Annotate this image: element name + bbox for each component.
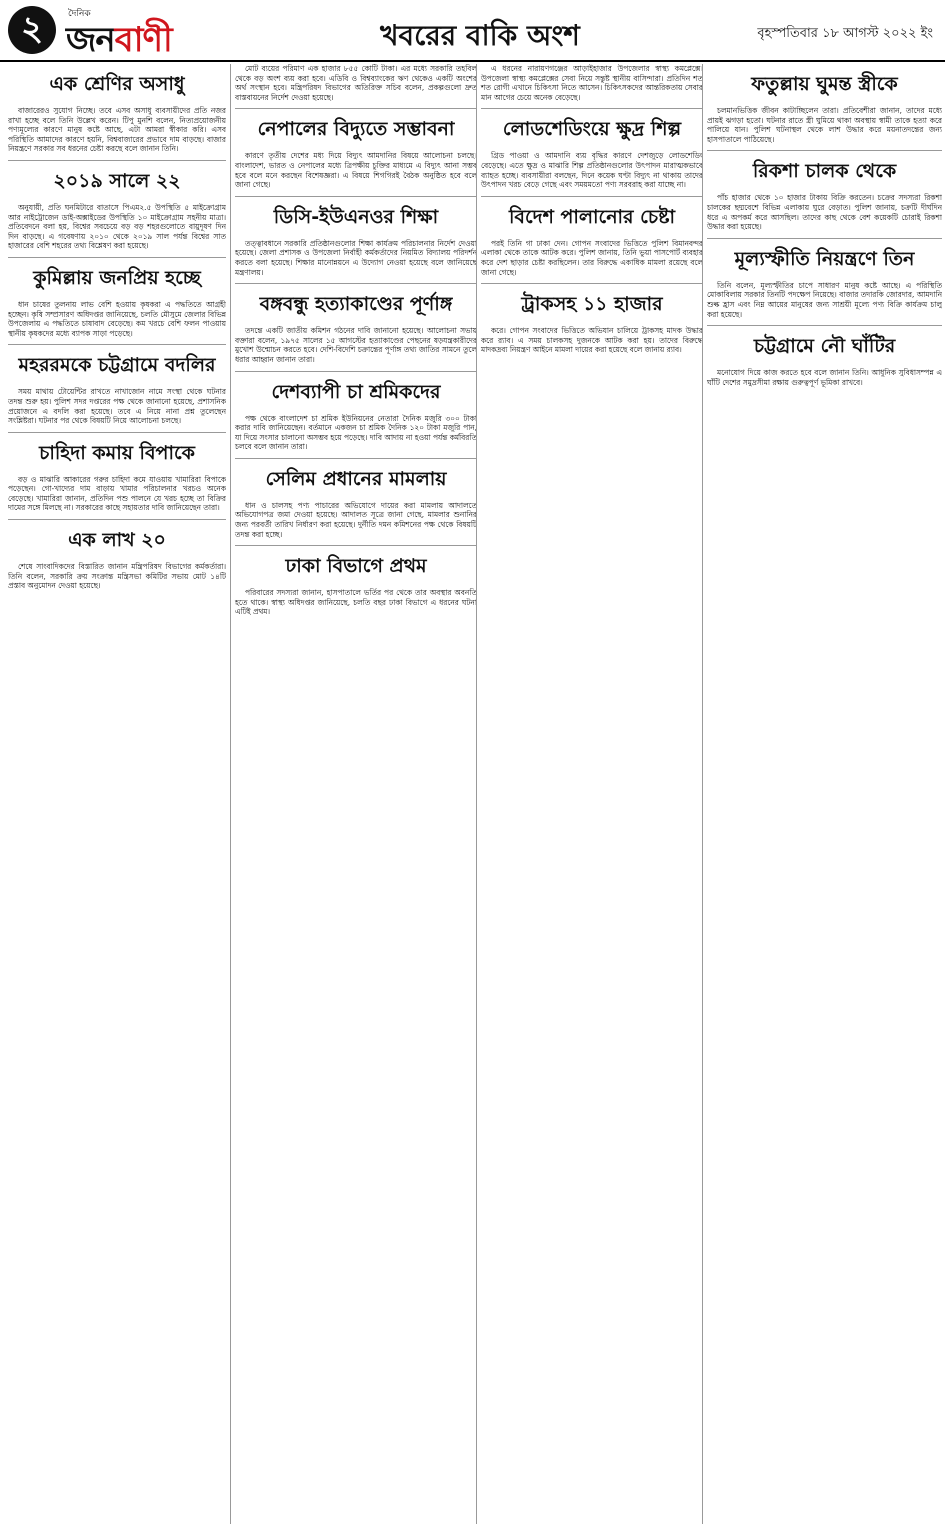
issue-date: বৃহস্পতিবার ১৮ আগস্ট ২০২২ ইং [757, 26, 933, 41]
section-title: খবরের বাকি অংশ [380, 19, 580, 52]
article-headline: লোডশেডিংয়ে ক্ষুদ্র শিল্প [481, 108, 703, 147]
article-headline: এক শ্রেণির অসাধু [49, 73, 185, 95]
article-body: ধান ও চালসহ পণ্য পাচারের অভিযোগে দায়ের করা মামলায় আদালতে অভিযোগপত্র জমা দেওয়া হয়েছে। আদালত সূত্রে জানা গেছে, মামলার শুনানির জন্য পরবর্তী তারিখ নির্ধারণ করা হয়েছে। দুর্নীতি দমন কমিশনের পক্ষ থেকে বিষয়টি তদন্ত করা হচ্ছে। [235, 500, 477, 539]
article [235, 108, 477, 189]
article-body: পরিবারের সদস্যরা জানান, হাসপাতালে ভর্তির পর থেকে তার অবস্থার অবনতি হতে থাকে। স্বাস্থ্য অধিদপ্তর জানিয়েছে, চলতি বছর ঢাকা বিভাগে এ ধরনের ঘটনা এটিই প্রথম। [235, 588, 477, 617]
article-body: ধান চাষের তুলনায় লাভ বেশি হওয়ায় কৃষকরা এ পদ্ধতিতে আগ্রহী হচ্ছেন। কৃষি সম্প্রসারণ অধিদপ্তর জানিয়েছে, চলতি মৌসুমে জেলার বিভিন্ন উপজেলায় এ পদ্ধতিতে চাষাবাদ বেড়েছে। কম খরচে বেশি ফলন পাওয়ায় স্থানীয় কৃষকদের মধ্যে ব্যাপক সাড়া পড়েছে। [8, 299, 226, 338]
article [707, 325, 942, 387]
article-body: পক্ষ থেকে বাংলাদেশ চা শ্রমিক ইউনিয়নের নেতারা দৈনিক মজুরি ৩০০ টাকা করার দাবি জানিয়েছেন। বর্তমানে একজন চা শ্রমিক দৈনিক ১২০ টাকা মজুরি পান, যা দিয়ে সংসার চালানো অসম্ভব হয়ে পড়েছে। দাবি আদায় না হওয়া পর্যন্ত কর্মবিরতি চলবে বলে জানান তারা। [235, 413, 477, 452]
article-headline: এক লাখ ২০ [8, 519, 226, 558]
logo-part-two: বাণী [114, 20, 172, 60]
logo-part-one: জন [66, 20, 115, 60]
article [481, 283, 703, 355]
article-body: সময় মাথায় টোয়েন্টির রাখতে নাখাজোন নামে সংস্থা থেকে ঘটনার তদন্ত শুরু হয়। পুলিশ সদর দপ্তরের পক্ষ থেকে জানানো হয়েছে, প্রশাসনিক প্রয়োজনে এ বদলি করা হয়েছে। তবে এ নিয়ে নানা প্রশ্ন তুলেছেন সংশ্লিষ্টরা। ঘটনার পর থেকে বিষয়টি নিয়ে আলোচনা চলছে। [8, 387, 226, 426]
article-body: চলমানভিত্তিক জীবন কাটাচ্ছিলেন তারা। প্রতিবেশীরা জানান, তাদের মধ্যে প্রায়ই ঝগড়া হতো। ঘটনার রাতে স্ত্রী ঘুমিয়ে থাকা অবস্থায় স্বামী তাকে হত্যা করে পালিয়ে যান। পুলিশ ঘটনাস্থল থেকে লাশ উদ্ধার করে ময়নাতদন্তের জন্য হাসপাতালে পাঠিয়েছে। [707, 106, 942, 144]
article-headline: ট্রাকসহ ১১ হাজার [481, 283, 703, 322]
article-headline: চট্টগ্রামে নৌ ঘাঁটির [707, 325, 942, 364]
article-body: করে। গোপন সংবাদের ভিত্তিতে অভিযান চালিয়ে ট্রাকসহ মাদক উদ্ধার করে র‍্যাব। এ সময় চালকসহ দুজনকে আটক করা হয়। তাদের বিরুদ্ধে মাদকদ্রব্য নিয়ন্ত্রণ আইনে মামলা দায়ের করা হয়েছে বলে জানায় র‍্যাব। [481, 326, 703, 355]
article [8, 257, 226, 338]
article-headline: নেপালের বিদ্যুতে সম্ভাবনা [235, 108, 477, 147]
article-headline: বিদেশ পালানোর চেষ্টা [481, 196, 703, 235]
article [707, 238, 942, 319]
article [235, 371, 477, 452]
article [235, 196, 477, 277]
article [481, 108, 703, 189]
article [235, 545, 477, 617]
article-headline: সেলিম প্রধানের মামলায় [235, 458, 477, 497]
article [8, 160, 226, 251]
article [235, 458, 477, 539]
article-headline: বঙ্গবন্ধু হত্যাকাণ্ডের পূর্ণাঙ্গ [235, 283, 477, 322]
article-body: পরই তিনি গা ঢাকা দেন। গোপন সংবাদের ভিত্তিতে পুলিশ বিমানবন্দর এলাকা থেকে তাকে আটক করে। পুলিশ জানায়, তিনি ভুয়া পাসপোর্ট ব্যবহার করে দেশ ছাড়ার চেষ্টা করছিলেন। তার বিরুদ্ধে একাধিক মামলা রয়েছে বলে জানা গেছে। [481, 238, 703, 277]
article-body: বড় ও মাঝারি আকারের গরুর চাহিদা কমে যাওয়ায় খামারিরা বিপাকে পড়েছেন। গো-খাদ্যের দাম বাড়ায় খামার পরিচালনার খরচও অনেক বেড়েছে। খামারিরা জানান, প্রতিদিন পশু পালনে যে খরচ হচ্ছে তা বিক্রির দামের সঙ্গে মিলছে না। সরকারের কাছে সহায়তার দাবি জানিয়েছেন তারা। [8, 474, 226, 513]
article [707, 150, 942, 231]
article-headline: ২০১৯ সালে ২২ [8, 160, 226, 199]
column-1 [8, 64, 226, 1524]
article [481, 196, 703, 277]
article-headline: দেশব্যাপী চা শ্রমিকদের [235, 371, 477, 410]
article-headline: রিকশা চালক থেকে [707, 150, 942, 189]
article-headline: ফতুল্লায় ঘুমন্ত স্ত্রীকে [751, 73, 898, 95]
article [8, 344, 226, 425]
masthead [0, 0, 945, 62]
article-body: গ্রিড পাওয়া ও আমদানি ব্যয় বৃদ্ধির কারণে দেশজুড়ে লোডশেডিং বেড়েছে। এতে ক্ষুদ্র ও মাঝারি শিল্প প্রতিষ্ঠানগুলোর উৎপাদন মারাত্মকভাবে ব্যাহত হচ্ছে। ব্যবসায়ীরা বলছেন, দিনে কয়েক ঘণ্টা বিদ্যুৎ না থাকায় তাদের উৎপাদন খরচ বেড়ে গেছে এবং সময়মতো পণ্য সরবরাহ করা যাচ্ছে না। [481, 151, 703, 190]
article-body: পাঁচ হাজার থেকে ১০ হাজার টাকায় বিক্রি করতেন। চক্রের সদস্যরা রিকশা চালকের ছদ্মবেশে বিভিন্ন এলাকায় ঘুরে বেড়াত। পুলিশ জানায়, চক্রটি দীর্ঘদিন ধরে এ অপকর্ম করে আসছিল। তাদের কাছ থেকে বেশ কয়েকটি চোরাই রিকশা উদ্ধার করা হয়েছে। [707, 193, 942, 232]
column-2 [230, 64, 477, 1524]
article-body: এ ধরনের নারায়ণগঞ্জের আড়াইহাজার উপজেলার স্বাস্থ্য কমপ্লেক্সে। উপজেলা স্বাস্থ্য কমপ্লেক্সের সেবা নিয়ে সন্তুষ্ট স্থানীয় বাসিন্দারা। প্রতিদিন শত শত রোগী এখানে চিকিৎসা নিতে আসেন। চিকিৎসকদের আন্তরিকতায় সেবার মান আগের চেয়ে অনেক বেড়েছে। [481, 64, 703, 102]
article-body: কারণে তৃতীয় দেশের মধ্য দিয়ে বিদ্যুৎ আমদানির বিষয়ে আলোচনা চলছে। বাংলাদেশ, ভারত ও নেপালের মধ্যে ত্রিপক্ষীয় চুক্তির মাধ্যমে এ বিদ্যুৎ আনা সম্ভব হবে বলে মনে করছেন বিশেষজ্ঞরা। এ বিষয়ে শিগগিরই বৈঠক অনুষ্ঠিত হবে বলে জানা গেছে। [235, 151, 477, 190]
article-body: তদন্তে একটি জাতীয় কমিশন গঠনের দাবি জানানো হয়েছে। আলোচনা সভায় বক্তারা বলেন, ১৯৭৫ সালের ১৫ আগস্টের হত্যাকাণ্ডের পেছনের ষড়যন্ত্রকারীদের মুখোশ উন্মোচন করতে হবে। দেশি-বিদেশি চক্রান্তের পূর্ণাঙ্গ তথ্য জাতির সামনে তুলে ধরার আহ্বান জানান তারা। [235, 326, 477, 364]
article-body: শেষে সাংবাদিকদের বিস্তারিত জানান মন্ত্রিপরিষদ বিভাগের কর্মকর্তারা। তিনি বলেন, সরকারি ক্রয় সংক্রান্ত মন্ত্রিসভা কমিটির সভায় মোট ১৪টি প্রস্তাব অনুমোদন দেওয়া হয়েছে। [8, 562, 226, 591]
column-3 [476, 64, 703, 1524]
article [481, 64, 703, 102]
article-body: অনুযায়ী, প্রতি ঘনমিটারে বাতাসে পিএম২.৫ উপস্থিতি ৫ মাইক্রোগ্রাম আর নাইট্রোজেন ডাই-অক্সাইডের উপস্থিতি ১০ মাইক্রোগ্রাম সহনীয় মাত্রা। প্রতিবেদনে বলা হয়, বিশ্বের সবচেয়ে বড় বড় শহরগুলোতে বায়ুদূষণ দিন দিন বাড়ছে। এ গবেষণায় ২০১০ থেকে ২০১৯ সাল পর্যন্ত বিশ্বের সাত হাজারের বেশি শহরের তথ্য বিশ্লেষণ করা হয়েছে। [8, 202, 226, 251]
page-number: ২ [8, 6, 56, 54]
logo-tagline: দৈনিক [68, 9, 91, 19]
article-headline: মূল্যস্ফীতি নিয়ন্ত্রণে তিন [707, 238, 942, 277]
article-headline: ঢাকা বিভাগে প্রথম [235, 545, 477, 584]
article [8, 70, 226, 154]
article [235, 64, 477, 102]
article [235, 283, 477, 364]
article-headline: মহররমকে চট্টগ্রামে বদলির [8, 344, 226, 383]
article-headline: চাহিদা কমায় বিপাকে [8, 432, 226, 471]
article-body: তিনি বলেন, মূল্যস্ফীতির চাপে সাধারণ মানুষ কষ্টে আছে। এ পরিস্থিতি মোকাবিলায় সরকার তিনটি পদক্ষেপ নিয়েছে। বাজার তদারকি জোরদার, আমদানি শুল্ক হ্রাস এবং নিম্ন আয়ের মানুষের জন্য সাশ্রয়ী মূল্যে পণ্য বিক্রি কার্যক্রম চালু করা হয়েছে। [707, 280, 942, 319]
article [8, 519, 226, 591]
article [707, 70, 942, 144]
article-body: মোট ব্যয়ের পরিমাণ এক হাজার ৮৫৫ কোটি টাকা। এর মধ্যে সরকারি তহবিল থেকে বড় অংশ ব্যয় করা হবে। এডিবি ও বিশ্বব্যাংকের ঋণ থেকেও একটি অংশের অর্থ সংস্থান হবে। মন্ত্রিপরিষদ বিভাগের অতিরিক্ত সচিব বলেন, প্রকল্পগুলো দ্রুত বাস্তবায়নের নির্দেশ দেওয়া হয়েছে। [235, 64, 477, 102]
article-headline: কুমিল্লায় জনপ্রিয় হচ্ছে [8, 257, 226, 296]
article-body: মনোযোগ দিয়ে কাজ করতে হবে বলে জানান তিনি। আধুনিক সুবিধাসম্পন্ন এ ঘাঁটি দেশের সমুদ্রসীমা রক্ষায় গুরুত্বপূর্ণ ভূমিকা রাখবে। [707, 368, 942, 387]
newspaper-logo [66, 14, 172, 71]
article-body: বাজারেরও সুযোগ নিচ্ছে। তবে এসব অসাধু ব্যবসায়ীদের প্রতি নজর রাখা হচ্ছে বলে তিনি উল্লেখ করেন। টিপু মুনশি বলেন, নিত্যপ্রয়োজনীয় পণ্যমূল্যের কারণে মানুষ কষ্টে আছে, এটা আমরা স্বীকার করি। এসব পরিস্থিতি আমাদের কারণে হয়নি, বিশ্ববাজারের প্রভাবে দাম বাড়ছে। বাজার নিয়ন্ত্রণে সরকার সব ধরনের চেষ্টা করছে বলে জানান তিনি। [8, 106, 226, 154]
column-4 [702, 64, 942, 1524]
article-body: তত্ত্বাবধানে সরকারি প্রতিষ্ঠানগুলোর শিক্ষা কার্যক্রম পরিচালনার নির্দেশ দেওয়া হয়েছে। জেলা প্রশাসক ও উপজেলা নির্বাহী কর্মকর্তাদের নিয়মিত বিদ্যালয় পরিদর্শন করতে বলা হয়েছে। শিক্ষার মানোন্নয়নে এ উদ্যোগ নেওয়া হয়েছে বলে জানিয়েছে মন্ত্রণালয়। [235, 238, 477, 277]
article [8, 432, 226, 513]
article-headline: ডিসি-ইউএনওর শিক্ষা [235, 196, 477, 235]
